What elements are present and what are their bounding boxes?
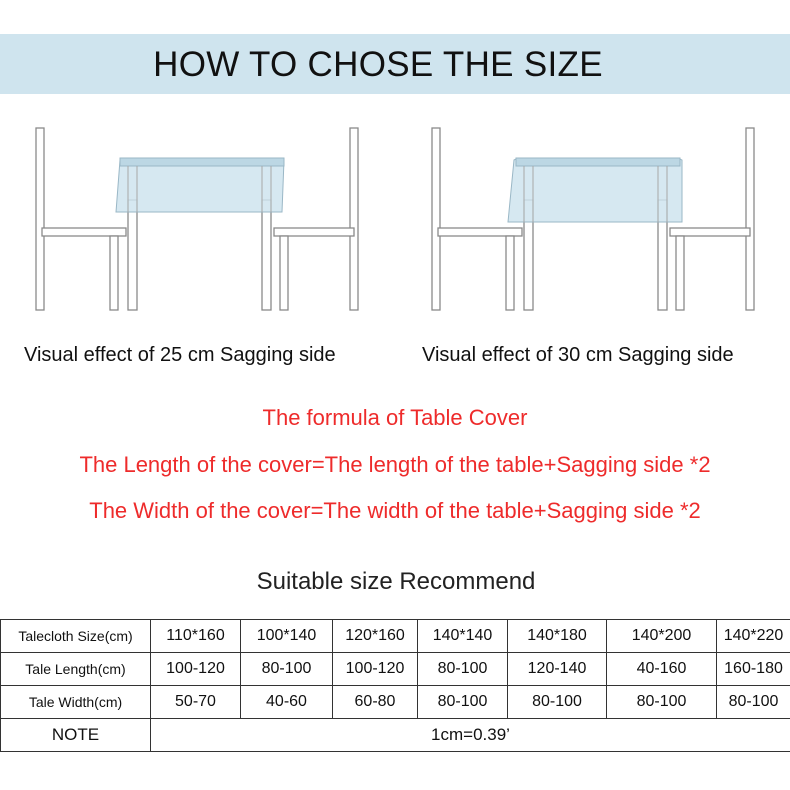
note-label: NOTE [1, 719, 151, 752]
right-chair-seat [670, 228, 750, 236]
table-illustration-30cm [408, 118, 788, 328]
table-cell: 60-80 [333, 686, 418, 719]
note-value: 1cm=0.39’ [151, 719, 790, 752]
table-top [516, 158, 680, 166]
table-cloth [508, 158, 682, 222]
table-leg-left [128, 200, 137, 310]
left-chair-seat [438, 228, 522, 236]
formula-length: The Length of the cover=The length of the table+Sagging side *2 [79, 452, 711, 477]
table-cell: 120*160 [333, 620, 418, 653]
table-row-note [1, 719, 790, 752]
right-chair-seat [274, 228, 354, 236]
table-cell: 140*220 [717, 620, 790, 653]
table-cell: 110*160 [151, 620, 241, 653]
table-leg-right [262, 200, 271, 310]
right-chair-back [350, 128, 358, 310]
table-cell: 100*140 [241, 620, 333, 653]
left-chair-back [432, 128, 440, 310]
left-chair-seat [42, 228, 126, 236]
table-cell: 140*140 [418, 620, 508, 653]
table-cell: 140*200 [607, 620, 717, 653]
row-label-length: Tale Length(cm) [1, 653, 151, 686]
size-table [0, 619, 790, 752]
table-illustration-25cm [12, 118, 392, 328]
table-cell: 160-180 [717, 653, 790, 686]
table-cell: 80-100 [508, 686, 607, 719]
table-cell: 140*180 [508, 620, 607, 653]
table-cell: 120-140 [508, 653, 607, 686]
formula-width: The Width of the cover=The width of the table+Sagging side *2 [89, 498, 701, 523]
table-row-size [1, 620, 790, 653]
right-chair-leg [280, 236, 288, 310]
left-chair-leg [506, 236, 514, 310]
caption-30cm: Visual effect of 30 cm Sagging side [422, 344, 734, 366]
table-cell: 80-100 [607, 686, 717, 719]
table-cell: 40-60 [241, 686, 333, 719]
table-row-length [1, 653, 790, 686]
right-chair-leg [676, 236, 684, 310]
table-cell: 80-100 [418, 686, 508, 719]
table-top [120, 158, 284, 166]
row-label-width: Tale Width(cm) [1, 686, 151, 719]
row-label-size: Talecloth Size(cm) [1, 620, 151, 653]
table-cell: 50-70 [151, 686, 241, 719]
left-chair-leg [110, 236, 118, 310]
table-cell: 80-100 [418, 653, 508, 686]
right-chair-back [746, 128, 754, 310]
size-table-title: Suitable size Recommend [256, 568, 536, 595]
formula-title: The formula of Table Cover [262, 405, 528, 430]
table-row-width [1, 686, 790, 719]
table-cell: 80-100 [717, 686, 790, 719]
table-cell: 40-160 [607, 653, 717, 686]
left-chair-back [36, 128, 44, 310]
table-cell: 100-120 [151, 653, 241, 686]
table-cell: 100-120 [333, 653, 418, 686]
page-title: HOW TO CHOSE THE SIZE [153, 45, 603, 84]
table-cell: 80-100 [241, 653, 333, 686]
caption-25cm: Visual effect of 25 cm Sagging side [24, 344, 336, 366]
